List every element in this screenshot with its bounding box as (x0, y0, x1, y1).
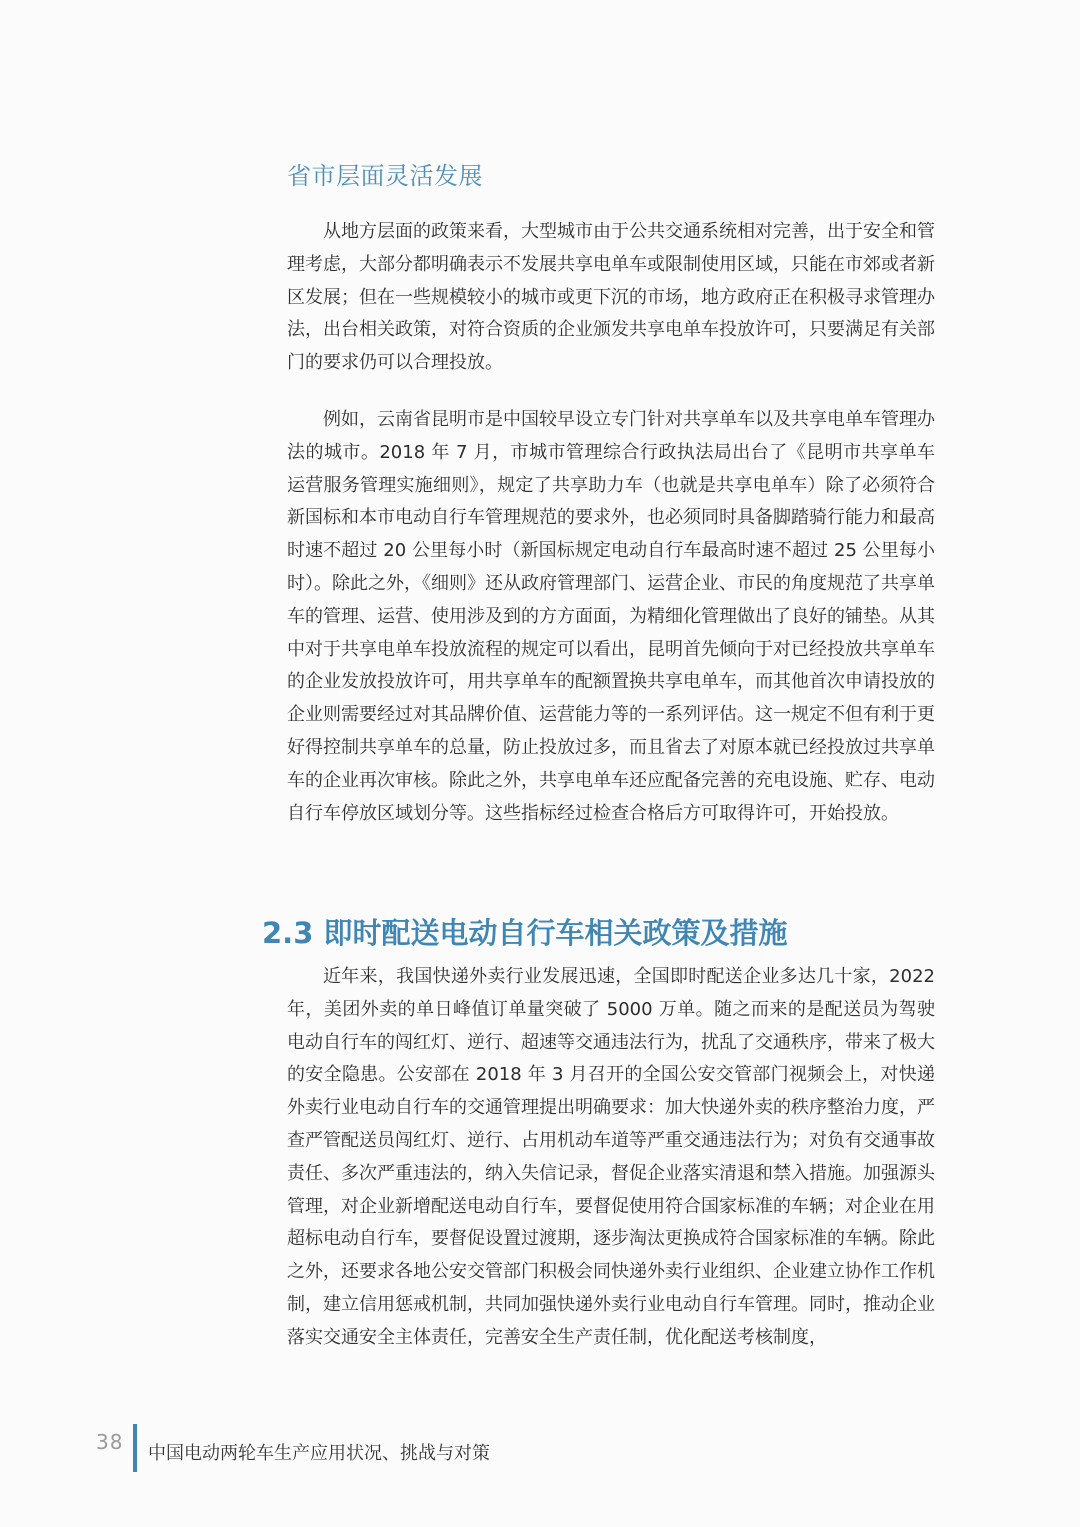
section-heading: 2.3 即时配送电动自行车相关政策及措施 (262, 916, 788, 950)
body-paragraph-delivery: 近年来，我国快递外卖行业发展迅速，全国即时配送企业多达几十家，2022 年，美团外卖的单日峰值订单量突破了 5000 万单。随之而来的是配送员为驾驶电动自行车的闯红灯、逆行、超速等交通违法行为，扰乱了交通秩序，带来了极大的安全隐患。公安部在 2018 年 3 月召开的全国公安交管部门视频会上，对快递外卖行业电动自行车的交通管理提出明确要求：加大快递外卖的秩序整治力度，严查严管配送员闯红灯、逆行、占用机动车道等严重交通违法行为；对负有交通事故责任、多次严重违法的，纳入失信记录，督促企业落实清退和禁入措施。加强源头管理，对企业新增配送电动自行车，要督促使用符合国家标准的车辆；对企业在用超标电动自行车，要督促设置过渡期，逐步淘汰更换成符合国家标准的车辆。除此之外，还要求各地公安交管部门积极会同快递外卖行业组织、企业建立协作工作机制，建立信用惩戒机制，共同加强快递外卖行业电动自行车管理。同时，推动企业落实交通安全主体责任，完善安全生产责任制，优化配送考核制度， (287, 966, 935, 1348)
body-paragraph-kunming-example: 例如，云南省昆明市是中国较早设立专门针对共享单车以及共享电单车管理办法的城市。2018 年 7 月，市城市管理综合行政执法局出台了《昆明市共享单车运营服务管理实施细则》，规定了共享助力车（也就是共享电单车）除了必须符合新国标和本市电动自行车管理规范的要求外，也必须同时具备脚踏骑行能力和最高时速不超过 20 公里每小时（新国标规定电动自行车最高时速不超过 25 公里每小时）。除此之外，《细则》还从政府管理部门、运营企业、市民的角度规范了共享单车的管理、运营、使用涉及到的方方面面，为精细化管理做出了良好的铺垫。从其中对于共享电单车投放流程的规定可以看出，昆明首先倾向于对已经投放共享单车的企业发放投放许可，用共享单车的配额置换共享电单车，而其他首次申请投放的企业则需要经过对其品牌价值、运营能力等的一系列评估。这一规定不但有利于更好得控制共享单车的总量，防止投放过多，而且省去了对原本就已经投放过共享单车的企业再次审核。除此之外，共享电单车还应配备完善的充电设施、贮存、电动自行车停放区域划分等。这些指标经过检查合格后方可取得许可，开始投放。 (287, 409, 935, 824)
footer-document-title: 中国电动两轮车生产应用状况、挑战与对策 (148, 1443, 490, 1464)
page-number: 38 (96, 1430, 124, 1454)
subsection-heading: 省市层面灵活发展 (287, 162, 483, 190)
body-paragraph-local-policy: 从地方层面的政策来看，大型城市由于公共交通系统相对完善，出于安全和管理考虑，大部分都明确表示不发展共享电单车或限制使用区域，只能在市郊或者新区发展；但在一些规模较小的城市或更下沉的市场，地方政府正在积极寻求管理办法，出台相关政策，对符合资质的企业颁发共享电单车投放许可，只要满足有关部门的要求仍可以合理投放。 (287, 221, 935, 374)
footer-divider (133, 1424, 137, 1472)
